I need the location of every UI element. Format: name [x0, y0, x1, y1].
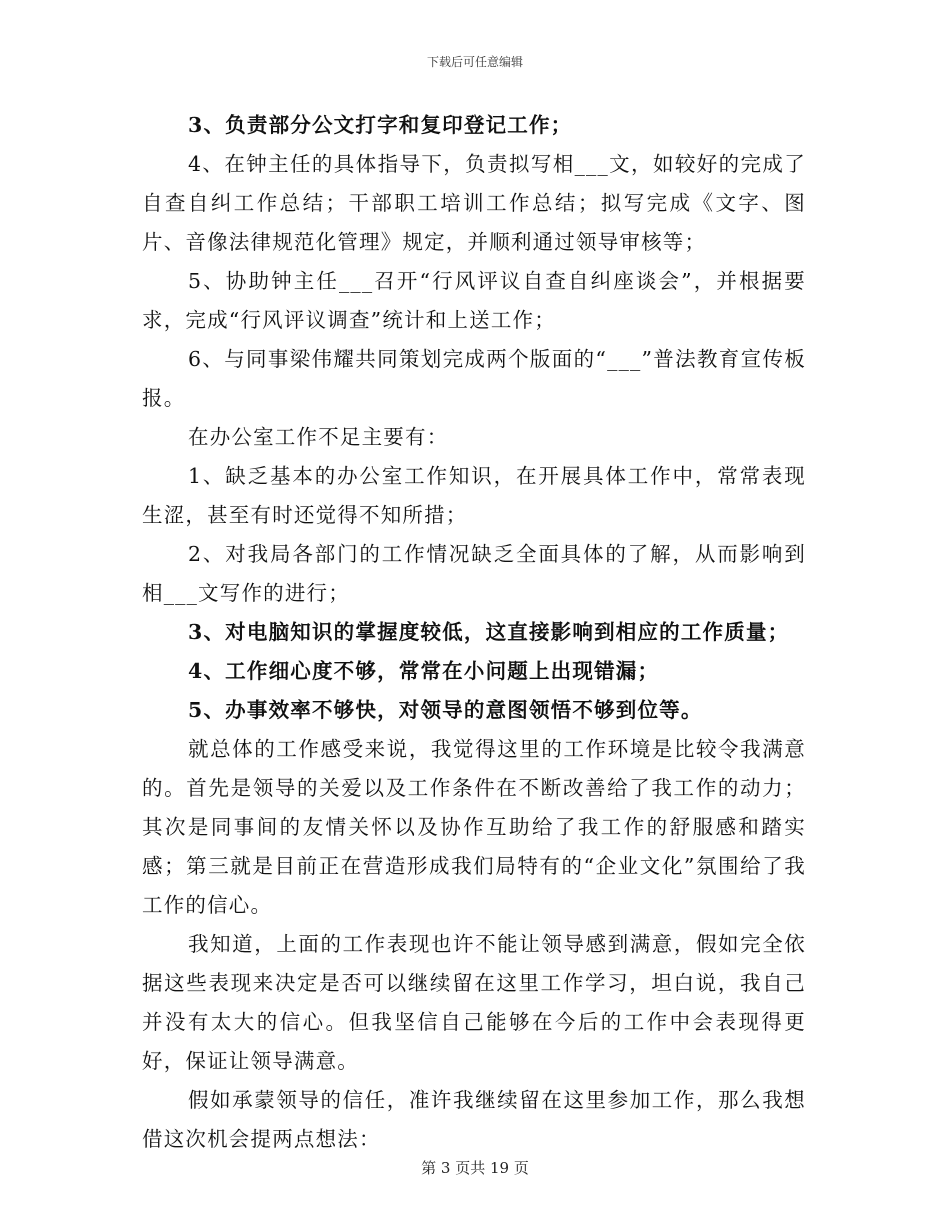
- paragraph-5: 在办公室工作不足主要有：: [188, 425, 449, 449]
- page-header-note: 下载后可任意编辑: [426, 55, 523, 69]
- paragraph-2: 4、在钟主任的具体指导下，负责拟写相___文，如较好的完成了自查自纠工作总结；干部职工培训工作总结；拟写完成《文字、图片、音像法律规范化管理》规定，并顺利通过领导审核等；: [142, 152, 806, 254]
- paragraph-12: 我知道，上面的工作表现也许不能让领导感到满意，假如完全依据这些表现来决定是否可以继续留在这里工作学习，坦白说，我自己并没有太大的信心。但我坚信自己能够在今后的工作中会表现得更好，保证让领导满意。: [142, 932, 806, 1073]
- paragraph-13: 假如承蒙领导的信任，准许我继续留在这里参加工作，那么我想借这次机会提两点想法：: [142, 1088, 806, 1151]
- paragraph-8: 3、对电脑知识的掌握度较低，这直接影响到相应的工作质量；: [188, 620, 790, 644]
- paragraph-4: 6、与同事梁伟耀共同策划完成两个版面的“___”普法教育宣传板报。: [142, 347, 806, 410]
- paragraph-1: 3、负责部分公文打字和复印登记工作；: [188, 113, 573, 137]
- document-body: [142, 106, 806, 1159]
- page-number-footer: 第 3 页共 19 页: [421, 1159, 529, 1177]
- paragraph-7: 2、对我局各部门的工作情况缺乏全面具体的了解，从而影响到相___文写作的进行；: [142, 542, 806, 605]
- paragraph-11: 就总体的工作感受来说，我觉得这里的工作环境是比较令我满意的。首先是领导的关爱以及工作条件在不断改善给了我工作的动力；其次是同事间的友情关怀以及协作互助给了我工作的舒服感和踏实感；第三就是目前正在营造形成我们局特有的“企业文化”氛围给了我工作的信心。: [142, 737, 806, 917]
- paragraph-10: 5、办事效率不够快，对领导的意图领悟不够到位等。: [188, 698, 703, 722]
- paragraph-6: 1、缺乏基本的办公室工作知识，在开展具体工作中，常常表现生涩，甚至有时还觉得不知所措；: [142, 464, 806, 527]
- paragraph-9: 4、工作细心度不够，常常在小问题上出现错漏；: [188, 659, 660, 683]
- paragraph-3: 5、协助钟主任___召开“行风评议自查自纠座谈会”，并根据要求，完成“行风评议调查”统计和上送工作；: [142, 269, 806, 332]
